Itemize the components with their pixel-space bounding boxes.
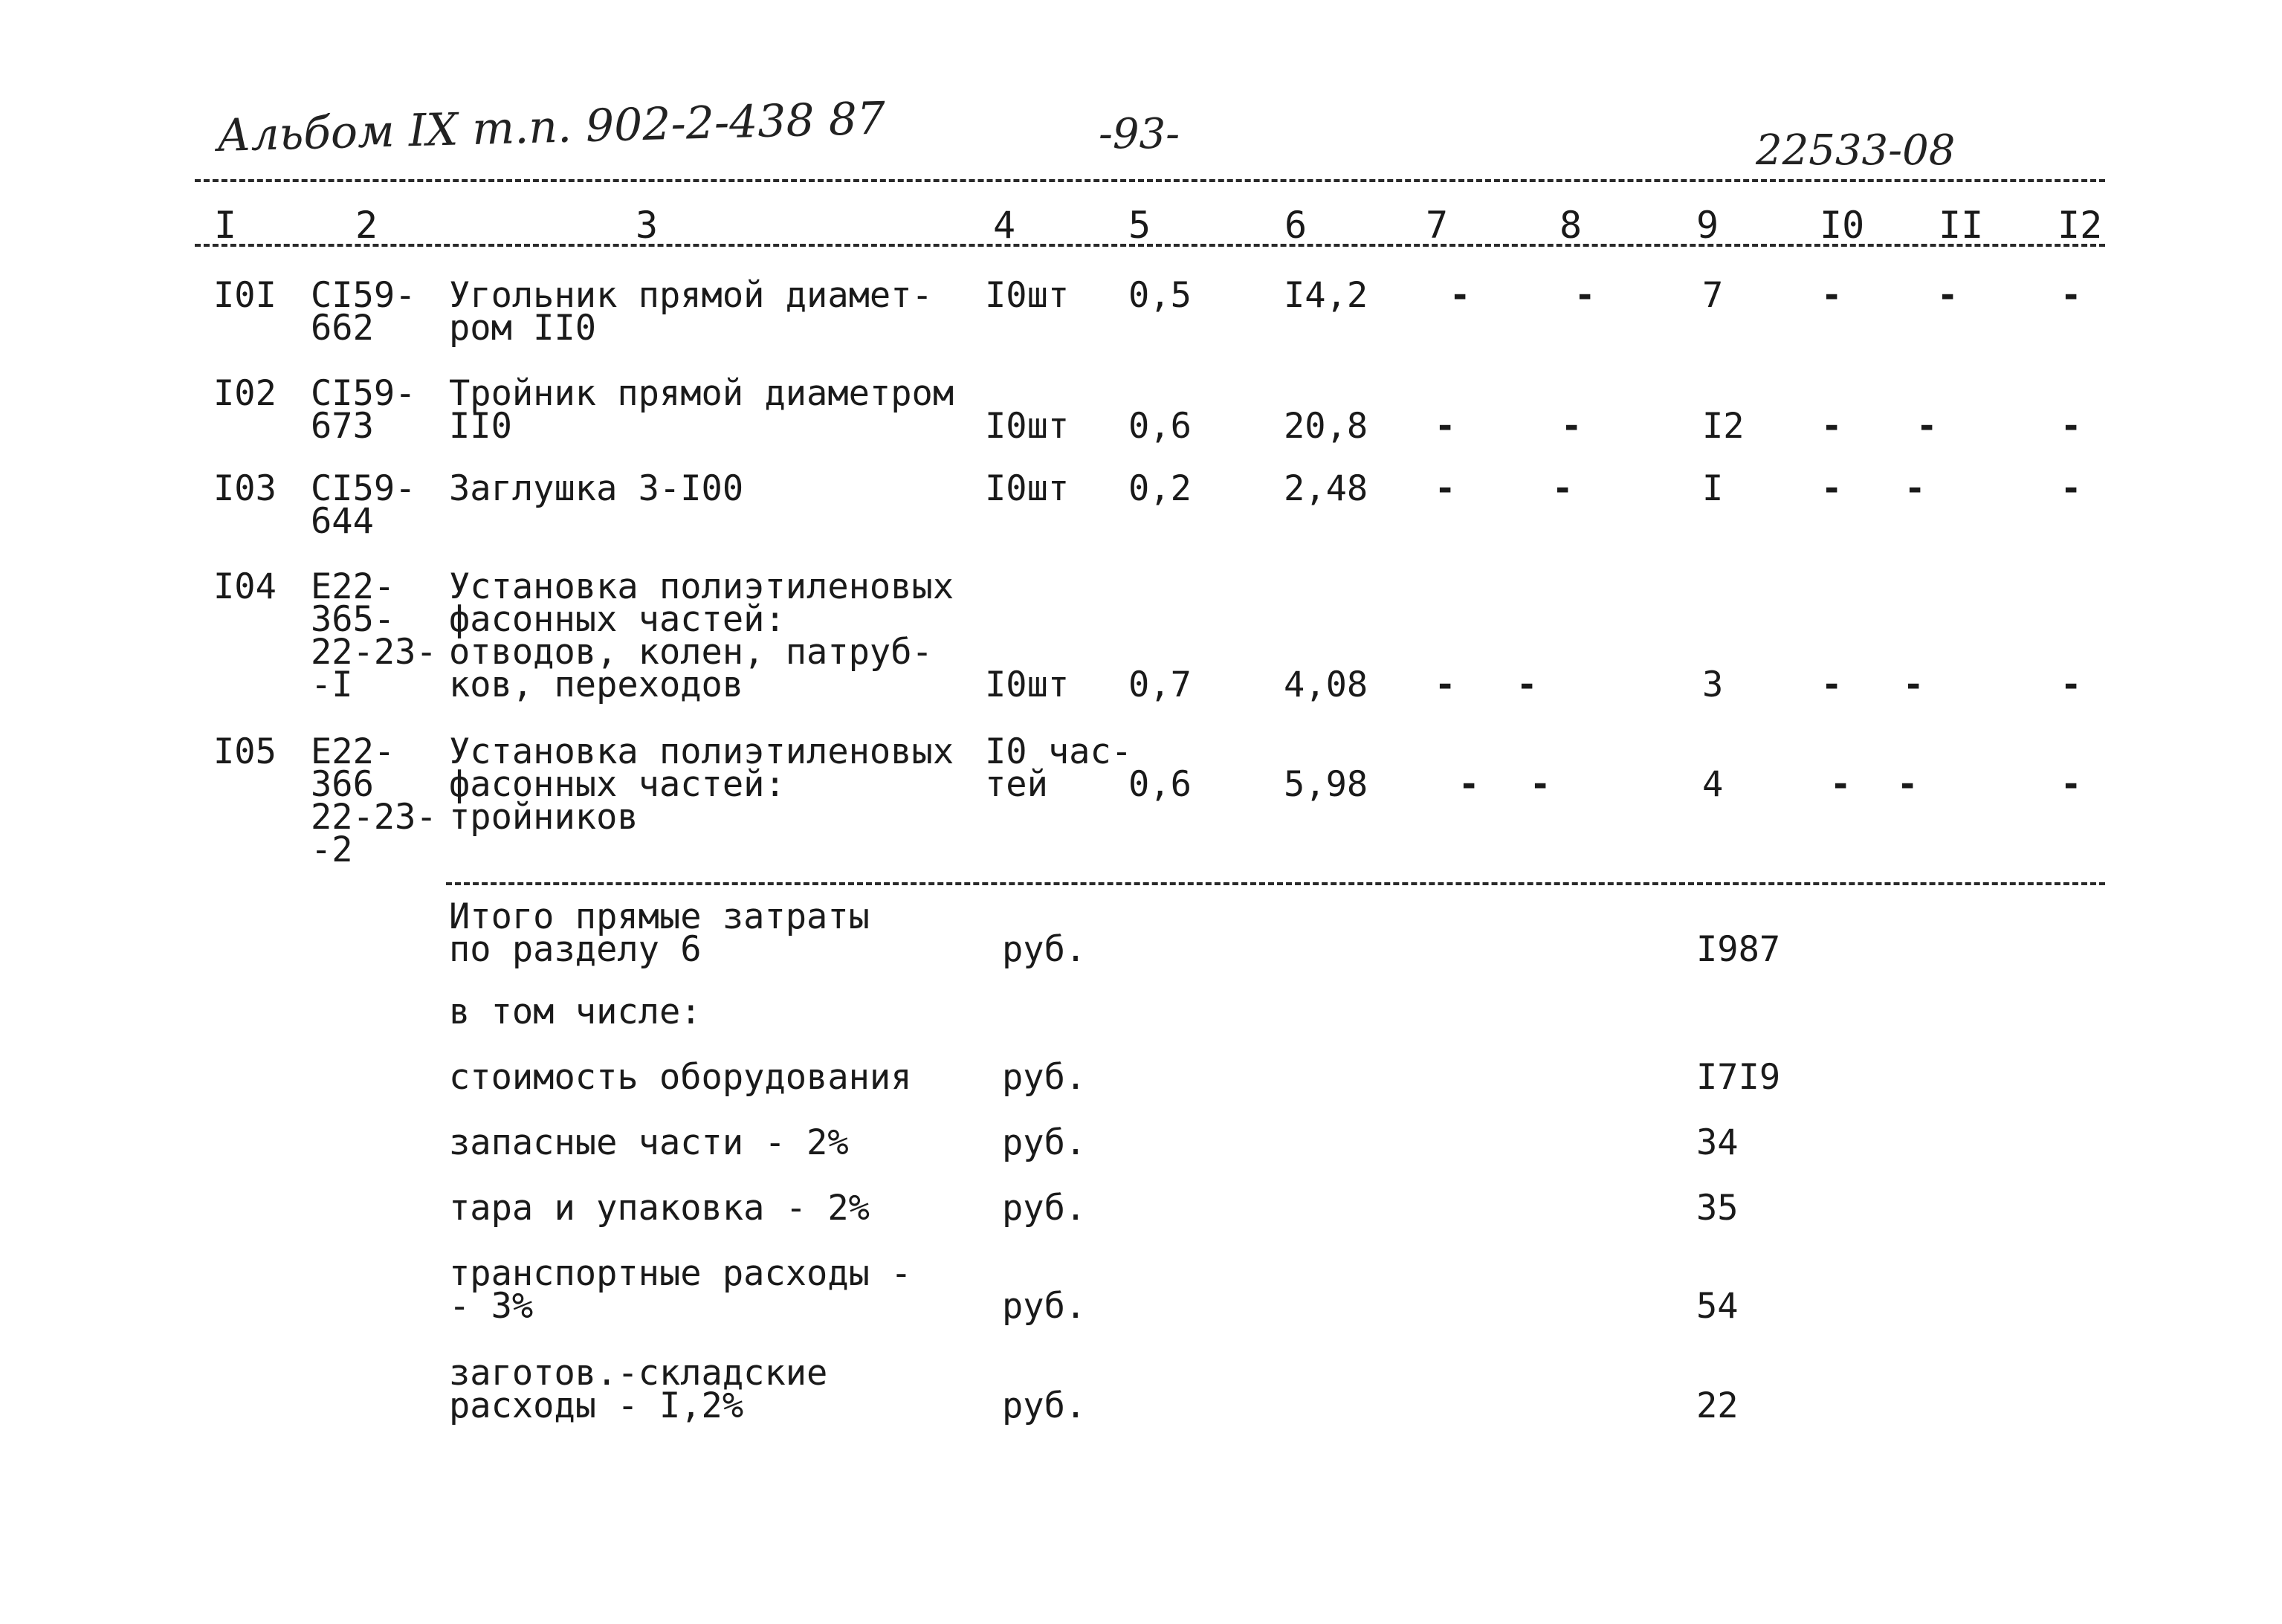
total-cost: I2 <box>1702 406 1745 447</box>
totals-unit: руб. <box>1002 1286 1087 1327</box>
row-number: I03 <box>213 468 277 509</box>
total-cost: 4 <box>1702 764 1724 805</box>
work-name: Тройник прямой диаметром II0 <box>449 373 954 447</box>
column-10-value: - <box>1821 468 1843 509</box>
totals-label: тара и упаковка - 2% <box>449 1188 870 1229</box>
price-code: E22- 365- 22-23- -I <box>311 566 437 705</box>
document-code: 22533-08 <box>1756 126 1956 175</box>
column-8-value: - <box>1574 275 1596 316</box>
column-7-value: - <box>1449 275 1471 316</box>
unit-cost: 20,8 <box>1284 406 1368 447</box>
totals-unit: руб. <box>1002 1385 1087 1426</box>
unit: I0шт <box>985 468 1070 509</box>
column-12-value: - <box>2060 664 2082 705</box>
album-reference: Альбом IX т.п. 902-2-438 87 <box>216 92 886 162</box>
header-rule <box>195 179 2105 182</box>
unit: I0 час- тей <box>985 731 1133 805</box>
column-7-value: - <box>1435 406 1456 447</box>
column-header: 8 <box>1559 204 1583 247</box>
row-number: I0I <box>213 275 277 316</box>
column-header: 4 <box>993 204 1016 247</box>
column-8-value: - <box>1530 764 1551 805</box>
total-cost: 7 <box>1702 275 1724 316</box>
totals-unit: руб. <box>1002 929 1087 970</box>
column-8-value: - <box>1561 406 1583 447</box>
work-name: Установка полиэтиленовых фасонных частей: тройников <box>449 731 954 838</box>
column-10-value: - <box>1830 764 1852 805</box>
column-header: 5 <box>1128 204 1151 247</box>
column-7-value: - <box>1435 468 1456 509</box>
column-header: 2 <box>355 204 378 247</box>
page-number: -93- <box>1099 110 1180 158</box>
total-cost: 3 <box>1702 664 1724 705</box>
column-header: 6 <box>1284 204 1308 247</box>
work-name: Угольник прямой диамет- ром II0 <box>449 275 933 349</box>
column-11-value: - <box>1904 468 1926 509</box>
column-header: I2 <box>2058 204 2103 247</box>
totals-unit: руб. <box>1002 1122 1087 1163</box>
column-11-value: - <box>1903 664 1924 705</box>
row-number: I02 <box>213 373 277 414</box>
column-8-value: - <box>1552 468 1574 509</box>
totals-value: I987 <box>1696 929 1781 970</box>
column-header: I <box>214 204 237 247</box>
totals-label: в том числе: <box>449 991 702 1032</box>
column-header: 9 <box>1696 204 1719 247</box>
column-11-value: - <box>1916 406 1938 447</box>
column-10-value: - <box>1821 406 1843 447</box>
column-header: II <box>1939 204 1984 247</box>
work-name: Установка полиэтиленовых фасонных частей: отводов, колен, патруб- ков, переходов <box>449 566 954 705</box>
column-header: I0 <box>1820 204 1865 247</box>
column-12-value: - <box>2060 764 2082 805</box>
column-header: 3 <box>636 204 659 247</box>
column-12-value: - <box>2060 406 2082 447</box>
quantity: 0,5 <box>1128 275 1192 316</box>
column-7-value: - <box>1458 764 1480 805</box>
totals-value: 35 <box>1696 1188 1739 1229</box>
price-code: CI59- 673 <box>311 373 416 447</box>
column-12-value: - <box>2060 468 2082 509</box>
unit-cost: 2,48 <box>1284 468 1368 509</box>
totals-unit: руб. <box>1002 1057 1087 1098</box>
column-8-value: - <box>1516 664 1538 705</box>
unit-cost: 4,08 <box>1284 664 1368 705</box>
row-number: I04 <box>213 566 277 607</box>
unit-cost: I4,2 <box>1284 275 1368 316</box>
totals-unit: руб. <box>1002 1188 1087 1229</box>
totals-value: I7I9 <box>1696 1057 1781 1098</box>
quantity: 0,6 <box>1128 406 1192 447</box>
totals-label: заготов.-складские расходы - I,2% <box>449 1353 828 1426</box>
row-number: I05 <box>213 731 277 772</box>
column-10-value: - <box>1821 275 1843 316</box>
totals-label: Итого прямые затраты по разделу 6 <box>449 896 870 970</box>
totals-value: 34 <box>1696 1122 1739 1163</box>
totals-value: 54 <box>1696 1286 1739 1327</box>
column-12-value: - <box>2060 275 2082 316</box>
price-code: E22- 366 22-23- -2 <box>311 731 437 870</box>
unit: I0шт <box>985 275 1070 316</box>
work-name: Заглушка З-I00 <box>449 468 744 509</box>
totals-label: стоимость оборудования <box>449 1057 912 1098</box>
quantity: 0,7 <box>1128 664 1192 705</box>
unit: I0шт <box>985 406 1070 447</box>
unit: I0шт <box>985 664 1070 705</box>
column-10-value: - <box>1821 664 1843 705</box>
totals-label: запасные части - 2% <box>449 1122 849 1163</box>
quantity: 0,2 <box>1128 468 1192 509</box>
column-11-value: - <box>1937 275 1959 316</box>
column-11-value: - <box>1897 764 1919 805</box>
total-cost: I <box>1702 468 1724 509</box>
column-7-value: - <box>1435 664 1456 705</box>
totals-label: транспортные расходы - - 3% <box>449 1253 912 1327</box>
quantity: 0,6 <box>1128 764 1192 805</box>
price-code: CI59- 662 <box>311 275 416 349</box>
unit-cost: 5,98 <box>1284 764 1368 805</box>
column-header-rule <box>195 244 2105 247</box>
price-code: CI59- 644 <box>311 468 416 542</box>
totals-rule <box>446 882 2105 885</box>
column-header: 7 <box>1426 204 1449 247</box>
totals-value: 22 <box>1696 1385 1739 1426</box>
